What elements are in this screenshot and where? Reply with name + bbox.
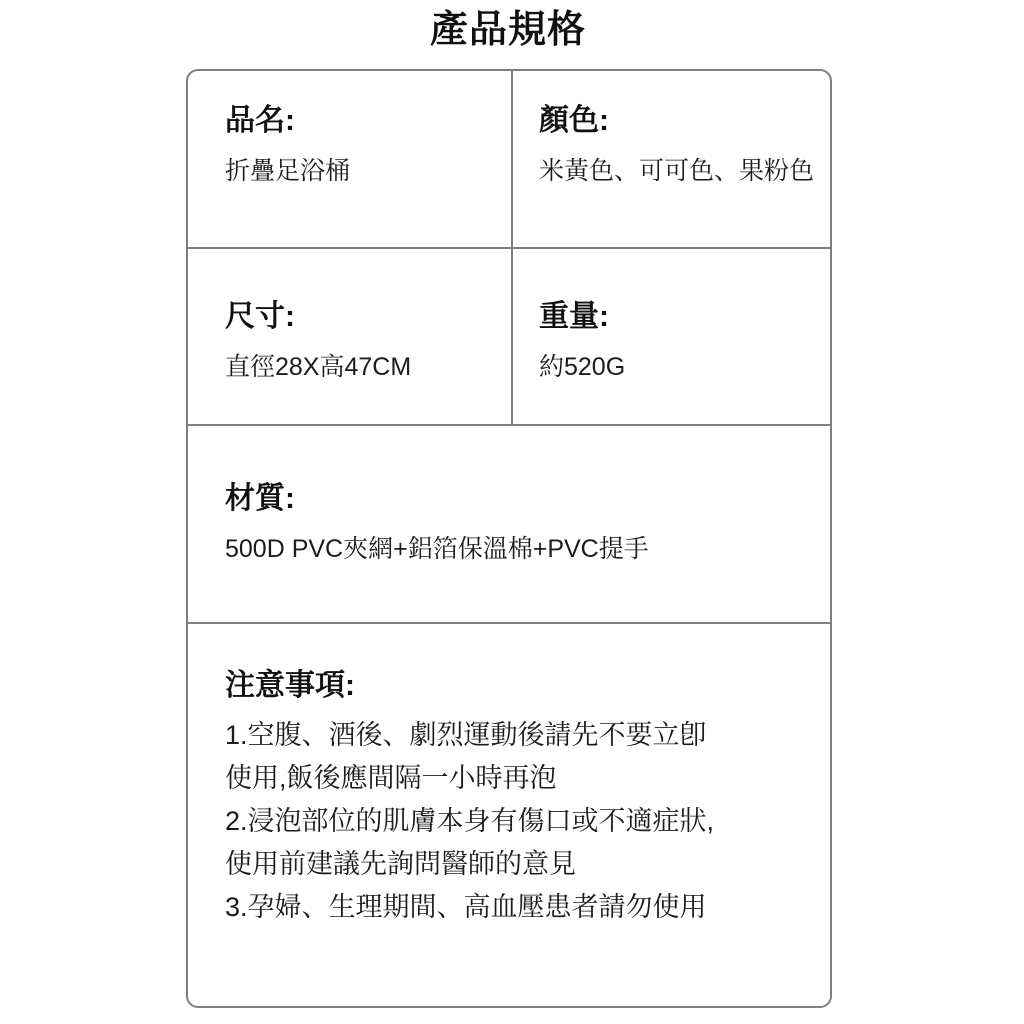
weight-value: 約520G: [539, 353, 626, 381]
product-name-label: 品名:: [225, 104, 295, 137]
spec-table: [186, 69, 832, 1008]
product-name-value: 折疊足浴桶: [225, 157, 351, 185]
cell-material: [188, 426, 830, 622]
note-line: 使用前建議先詢問醫師的意見: [225, 849, 576, 879]
cell-product-name: [188, 71, 513, 247]
row-material: [188, 426, 830, 624]
cell-color: [513, 71, 830, 247]
row-notes: [188, 624, 830, 1006]
material-value: 500D PVC夾網+鋁箔保溫棉+PVC提手: [225, 535, 649, 563]
row-name-color: [188, 71, 830, 249]
size-value: 直徑28X高47CM: [225, 353, 412, 381]
note-line: 1.空腹、酒後、劇烈運動後請先不要立卽: [225, 720, 707, 750]
color-value: 米黃色、可可色、果粉色: [539, 157, 815, 185]
color-label: 顏色:: [539, 104, 609, 137]
weight-label: 重量:: [539, 300, 609, 333]
material-label: 材質:: [225, 482, 295, 515]
notes-list: [225, 714, 810, 929]
cell-size: [188, 249, 513, 424]
notes-label: 注意事項:: [225, 669, 355, 702]
note-line: 3.孕婦、生理期間、高血壓患者請勿使用: [225, 892, 707, 922]
row-size-weight: [188, 249, 830, 426]
page-title: 產品規格: [429, 9, 586, 51]
cell-weight: [513, 249, 830, 424]
size-label: 尺寸:: [225, 300, 295, 333]
note-line: 2.浸泡部位的肌膚本身有傷口或不適症狀,: [225, 806, 715, 836]
cell-notes: [188, 624, 830, 1006]
note-line: 使用,飯後應間隔一小時再泡: [225, 763, 557, 793]
